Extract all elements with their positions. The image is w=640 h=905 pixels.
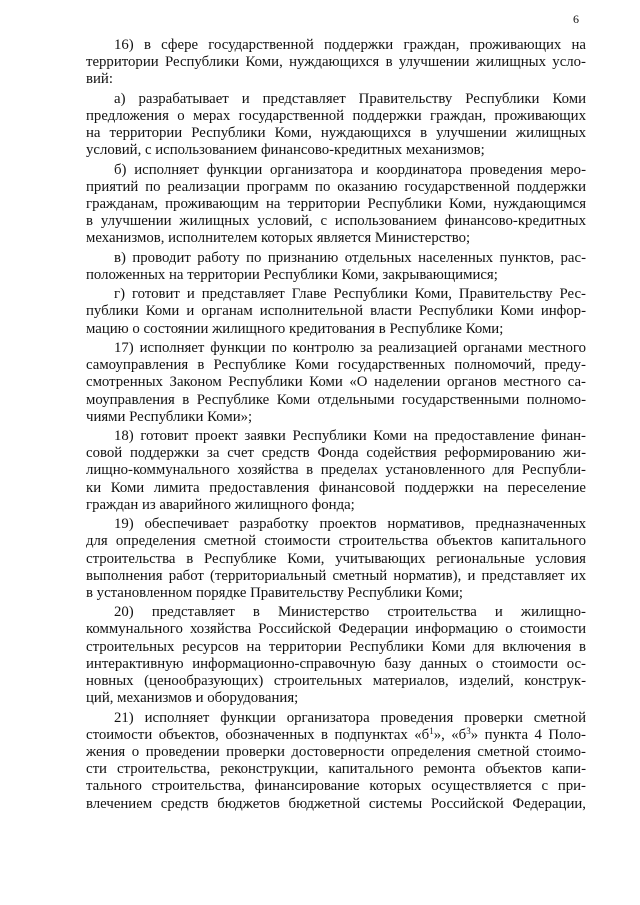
text-line: механизмов, исполнителем которых является Министерство;: [86, 230, 471, 247]
text-line: тального строительства, финансирование которых осуществляется с при-: [86, 778, 586, 795]
text-line: граждан из аварийного жилищного фонда;: [86, 496, 355, 513]
text-line: мацию о состоянии жилищного кредитования в Республике Коми;: [86, 320, 504, 337]
text-line: 21) исполняет функции организатора проведения проверки сметной: [114, 709, 586, 726]
text-line: жения о проведении проверки достоверности определения сметной стоимо-: [86, 743, 586, 760]
text-line: в) проводит работу по признанию отдельных населенных пунктов, рас-: [114, 249, 586, 266]
text-line: ций, механизмов и оборудования;: [86, 690, 299, 707]
text-line: в установленном порядке Правительству Республики Коми;: [86, 584, 463, 601]
paragraph-p16: [86, 37, 586, 89]
text-line: 18) готовит проект заявки Республики Коми на предоставление финан-: [114, 428, 586, 445]
text-line: б) исполняет функции организатора и координатора проведения меро-: [114, 161, 586, 178]
paragraph-p21: [86, 710, 586, 813]
paragraph-p16b: [86, 162, 586, 248]
text-line: сти строительства, реконструкции, капитального ремонта объектов капи-: [86, 761, 586, 778]
text-line: совой поддержки за счет средств Фонда содействия реформированию жи-: [86, 445, 586, 462]
text-line: публики Коми и органам исполнительной власти Республики Коми инфор-: [86, 303, 586, 320]
text-line: 17) исполняет функции по контролю за реализацией органами местного: [114, 339, 586, 356]
text-line: для определения сметной стоимости строительства объектов капитального: [86, 533, 586, 550]
text-line: а) разрабатывает и представляет Правительству Республики Коми: [114, 90, 586, 107]
paragraph-p18: [86, 428, 586, 514]
text-line: предложения о мерах государственной поддержки граждан, проживающих: [86, 107, 586, 124]
text-line: на территории Республики Коми, нуждающихся в улучшении жилищных: [86, 125, 586, 142]
text-line: в улучшении жилищных условий, с использованием финансово-кредитных: [86, 213, 586, 230]
text-line: положенных на территории Республики Коми, закрывающимися;: [86, 266, 498, 283]
superscript: 3: [466, 725, 471, 736]
paragraph-p19: [86, 516, 586, 602]
text-fragment: », «б: [433, 726, 467, 743]
paragraph-p16v: [86, 250, 586, 284]
text-line: лищно-коммунального хозяйства в пределах установленного для Республи-: [86, 462, 586, 479]
paragraph-p20: [86, 604, 586, 707]
text-line: приятий по реализации программ по оказанию государственной поддержки: [86, 178, 586, 195]
text-line: интерактивную информационно-справочную базу данных о стоимости ос-: [86, 655, 586, 672]
paragraph-p16a: [86, 91, 586, 160]
text-line: 20) представляет в Министерство строительства и жилищно-: [114, 604, 586, 621]
text-line: моуправления в Республике Коми отдельными государственными полномо-: [86, 391, 586, 408]
text-line: чиями Республики Коми»;: [86, 408, 253, 425]
text-line: коммунального хозяйства Российской Федерации информацию о стоимости: [86, 621, 586, 638]
text-fragment: » пункта 4 Поло-: [470, 726, 586, 743]
text-line: строительных ресурсов на территории Республики Коми для включения в: [86, 638, 586, 655]
text-fragment: стоимости объектов, обозначенных в подпунктах «б: [86, 726, 430, 743]
text-line: условий, с использованием финансово-кредитных механизмов;: [86, 142, 485, 159]
text-line: территории Республики Коми, нуждающихся в улучшении жилищных усло-: [86, 54, 586, 71]
text-line: г) готовит и представляет Главе Республики Коми, Правительству Рес-: [114, 286, 586, 303]
text-line: самоуправления в Республике Коми государственных полномочий, преду-: [86, 357, 586, 374]
superscript: 1: [429, 725, 434, 736]
text-line: выполнения работ (территориальный сметный норматив), и представляет их: [86, 567, 586, 584]
text-line: влечением средств бюджетов бюджетной системы Российской Федерации,: [86, 795, 586, 812]
text-line: вий:: [86, 71, 113, 88]
paragraph-p17: [86, 340, 586, 426]
text-line: 16) в сфере государственной поддержки граждан, проживающих на: [114, 37, 586, 53]
text-line: смотренных Законом Республики Коми «О наделении органов местного са-: [86, 374, 586, 391]
text-line: ки Коми лимита предоставления финансовой поддержки на переселение: [86, 479, 586, 496]
text-line: строительства в Республике Коми, учитывающих региональные условия: [86, 550, 586, 567]
text-line: [86, 727, 586, 744]
document-body: [86, 37, 586, 815]
text-line: новных (ценообразующих) строительных материалов, изделий, конструк-: [86, 673, 586, 690]
text-line: 19) обеспечивает разработку проектов нормативов, предназначенных: [114, 516, 586, 533]
paragraph-p16g: [86, 286, 586, 338]
page-number: 6: [573, 12, 579, 26]
text-line: гражданам, проживающим на территории Республики Коми, нуждающимся: [86, 196, 586, 213]
